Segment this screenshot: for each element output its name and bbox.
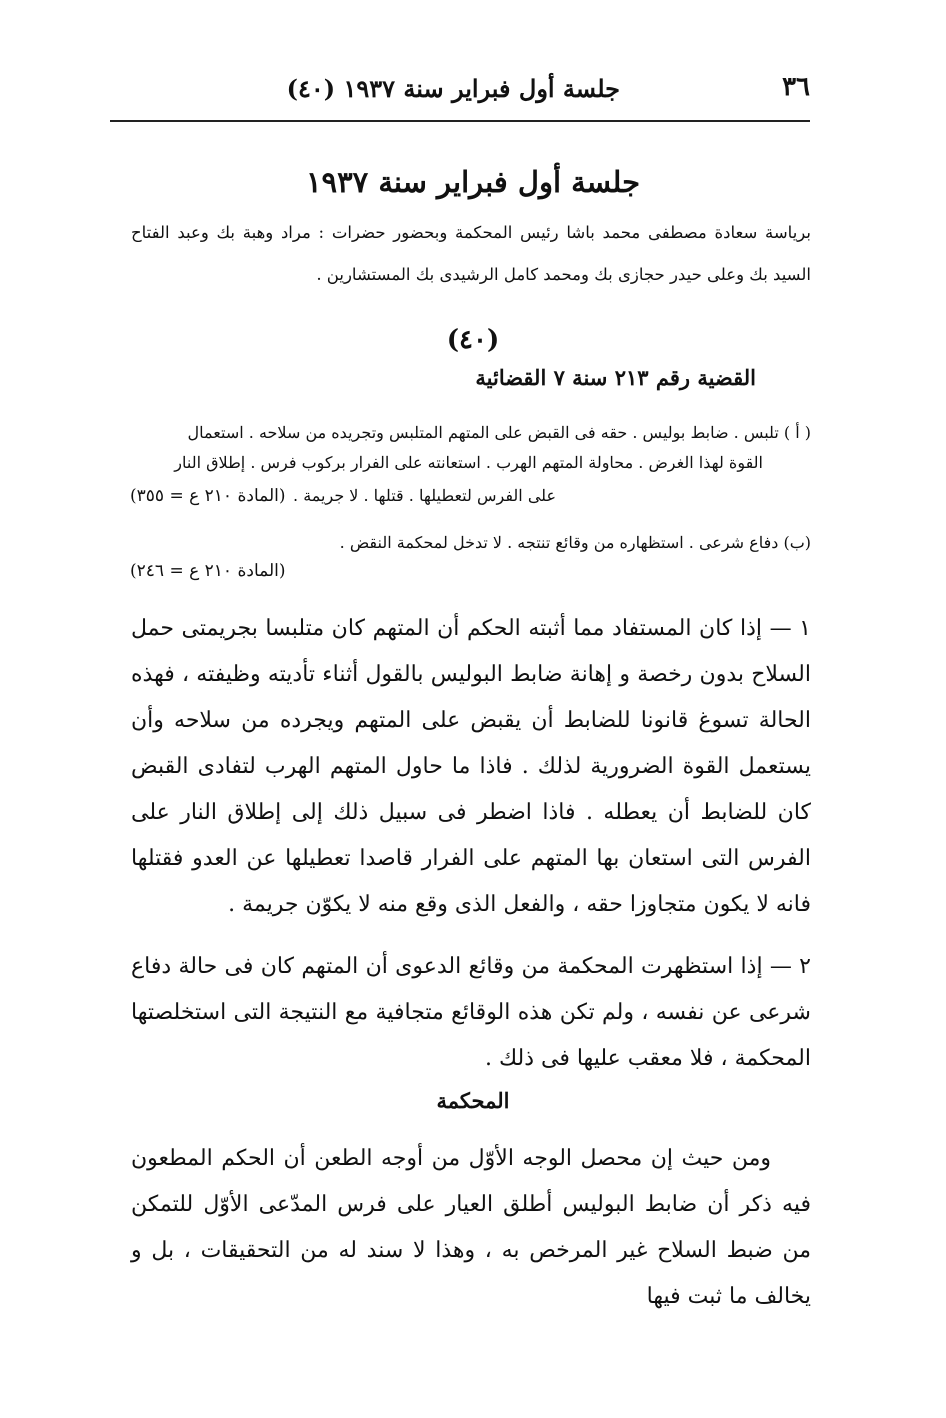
headnote-a-line-2: القوة لهذا الغرض . محاولة المتهم الهرب . استعانته على الفرار بركوب فرس . إطلاق النار xyxy=(174,453,763,472)
case-reference: القضية رقم ٢١٣ سنة ٧ القضائية xyxy=(475,365,756,390)
presidency-line-2: السيد بك وعلى حيدر حجازى بك ومحمد كامل الرشيدى بك المستشارين . xyxy=(316,265,811,284)
session-title: جلسة أول فبراير سنة ١٩٣٧ xyxy=(305,165,641,199)
headnote-a-label: ( أ ) xyxy=(783,423,811,442)
headnote-b-label: (ب) xyxy=(783,533,811,552)
principle-2: ٢ — إذا استظهرت المحكمة من وقائع الدعوى أن المتهم كان فى حالة دفاع شرعى عن نفسه ، ولم تكن هذه الوقائع متجافية مع النتيجة التى استخلصتها المحكمة ، فلا معقب عليها فى ذلك . xyxy=(131,954,811,1071)
header-rule xyxy=(110,120,810,122)
principle-1: ١ — إذا كان المستفاد مما أثبته الحكم أن المتهم كان متلبسا بجريمتى حمل السلاح بدون رخصة و إهانة ضابط البوليس بالقول أثناء تأديته وظيفته ، فهذه الحالة تسوغ قانونا للضابط أن يقبض على المتهم ويجرده من سلاحه وأن يستعمل القوة الضرورية لذلك . فاذا ما حاول المتهم الهرب لتفادى القبض كان للضابط أن يعطله . فاذا اضطر فى سبيل ذلك إلى إطلاق النار على الفرس التى استعان بها المتهم على الفرار قاصدا تعطيلها عن العدو فقتلها فانه لا يكون متجاوزا حقه ، والفعل الذى وقع منه لا يكوّن جريمة . xyxy=(131,616,811,917)
headnote-a-line-1 xyxy=(131,418,811,448)
headnote-a-text-1: تلبس . ضابط بوليس . حقه فى القبض على المتهم المتلبس وتجريده من سلاحه . استعمال xyxy=(187,423,779,442)
page-number: ٣٦ xyxy=(782,72,810,102)
headnote-b xyxy=(131,528,811,558)
headnote-a-line-3: على الفرس لتعطيلها . قتلها . لا جريمة . xyxy=(293,486,556,505)
case-number: (٤٠) xyxy=(446,325,500,355)
article-reference-a: (المادة ٢١٠ ع = ٣٥٥) xyxy=(130,486,286,506)
ruling-heading: المحكمة xyxy=(436,1088,510,1113)
headnote-b-text-1: دفاع شرعى . استظهاره من وقائع تنتجه . لا تدخل لمحكمة النقض . xyxy=(339,533,779,552)
article-reference-b: (المادة ٢١٠ ع = ٢٤٦) xyxy=(130,561,286,581)
headnote-a xyxy=(131,418,811,478)
headnote-b-line-1 xyxy=(131,528,811,558)
ruling-body: ومن حيث إن محصل الوجه الأوّل من أوجه الطعن أن الحكم المطعون فيه ذكر أن ضابط البوليس أطلق العيار على فرس المدّعى الأوّل للتمكن من ضبط السلاح غير المرخص به ، وهذا لا سند له من التحقيقات ، بل و يخالف ما ثبت فيها xyxy=(131,1146,811,1309)
running-title: جلسة أول فبراير سنة ١٩٣٧ (٤٠) xyxy=(286,74,620,103)
running-header xyxy=(110,72,810,132)
presidency-line-1: برياسة سعادة مصطفى محمد باشا رئيس المحكمة وبحضور حضرات : مراد وهبة بك وعبد الفتاح xyxy=(131,223,811,242)
